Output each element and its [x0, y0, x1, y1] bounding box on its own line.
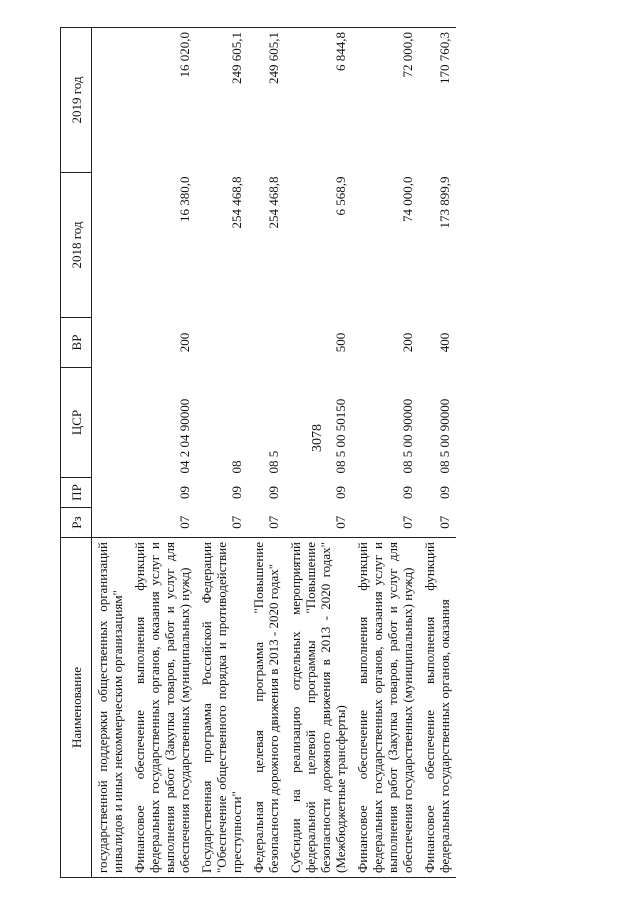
header-2019: 2019 год	[61, 28, 92, 173]
row-name: Федеральная целевая программа "Повышение безопасности дорожного движения в 2013 - 2020 годах"	[248, 538, 285, 878]
table-row	[285, 28, 352, 878]
row-csr: 08	[229, 460, 244, 474]
row-2019: 16 020,0	[129, 28, 196, 173]
table-row	[129, 28, 196, 878]
table-row	[248, 28, 285, 878]
table-row	[419, 28, 456, 878]
row-name: Государственная программа Российской Федерации "Обеспечение общественного порядка и противодействие преступности"	[196, 538, 248, 878]
row-vr: 200	[400, 332, 415, 353]
budget-table-rotated	[60, 28, 620, 878]
header-csr: ЦСР	[61, 368, 92, 478]
row-2018: 74 000,0	[400, 176, 415, 222]
row-pr: 09	[229, 486, 244, 499]
budget-table	[60, 27, 456, 878]
header-vr: ВР	[61, 318, 92, 368]
row-name: Финансовое обеспечение выполнения функций федеральных государственных органов, оказания услуг и выполнения работ (Закупка товаров, работ и услуг для обеспечения государственных (муниципальных) нужд)	[129, 538, 196, 878]
page-number: 3078	[310, 424, 325, 452]
row-pr: 09	[177, 486, 192, 499]
header-name: Наименование	[61, 538, 92, 878]
row-2019: 249 605,1	[248, 28, 285, 173]
row-2018	[92, 173, 130, 318]
row-csr: 08 5 00 50150	[333, 398, 348, 474]
table-row	[196, 28, 248, 878]
row-vr	[196, 318, 248, 368]
row-rz: 07	[333, 515, 348, 529]
row-pr: 09	[266, 486, 281, 499]
row-2018: 16 380,0	[177, 176, 192, 222]
row-csr: 08 5 00 90000	[400, 398, 415, 474]
row-2018: 254 468,8	[266, 176, 281, 229]
header-pr: ПР	[61, 478, 92, 508]
row-vr	[248, 318, 285, 368]
row-2018: 6 568,9	[333, 176, 348, 216]
row-vr: 500	[333, 332, 348, 353]
row-csr	[92, 368, 130, 478]
row-name: Финансовое обеспечение выполнения функций федеральных государственных органов, оказания	[419, 538, 456, 878]
row-csr: 08 5	[266, 450, 281, 474]
row-name: государственной поддержки общественных организаций инвалидов и иных некоммерческим организациям"	[92, 538, 130, 878]
row-rz: 07	[266, 515, 281, 529]
table-row	[352, 28, 419, 878]
row-vr: 200	[177, 332, 192, 353]
row-rz: 07	[437, 515, 452, 529]
row-pr	[92, 478, 130, 508]
row-vr: 400	[437, 332, 452, 353]
row-2018: 254 468,8	[229, 176, 244, 229]
table-header-row	[61, 28, 92, 878]
row-2019	[92, 28, 130, 173]
row-rz	[92, 508, 130, 538]
row-2019: 249 605,1	[196, 28, 248, 173]
row-pr: 09	[400, 486, 415, 499]
row-2019: 72 000,0	[352, 28, 419, 173]
row-name: Финансовое обеспечение выполнения функций федеральных государственных органов, оказания услуг и выполнения работ (Закупка товаров, работ и услуг для обеспечения государственных (муниципальных) нужд)	[352, 538, 419, 878]
row-rz: 07	[400, 515, 415, 529]
row-name: Субсидии на реализацию отдельных мероприятий федеральной целевой программы "Повышение безопасности дорожного движения в 2013 - 2020 годах" (Межбюджетные трансферты)	[285, 538, 352, 878]
row-2018: 173 899,9	[437, 176, 452, 229]
row-pr: 09	[333, 486, 348, 499]
header-2018: 2018 год	[61, 173, 92, 318]
row-csr: 04 2 04 90000	[177, 398, 192, 474]
row-2019: 170 760,3	[419, 28, 456, 173]
header-rz: Рз	[61, 508, 92, 538]
row-2019: 6 844,8	[285, 28, 352, 173]
row-vr	[92, 318, 130, 368]
row-pr: 09	[437, 486, 452, 499]
row-rz: 07	[229, 515, 244, 529]
row-csr: 08 5 00 90000	[437, 398, 452, 474]
table-row	[92, 28, 130, 878]
row-rz: 07	[177, 515, 192, 529]
